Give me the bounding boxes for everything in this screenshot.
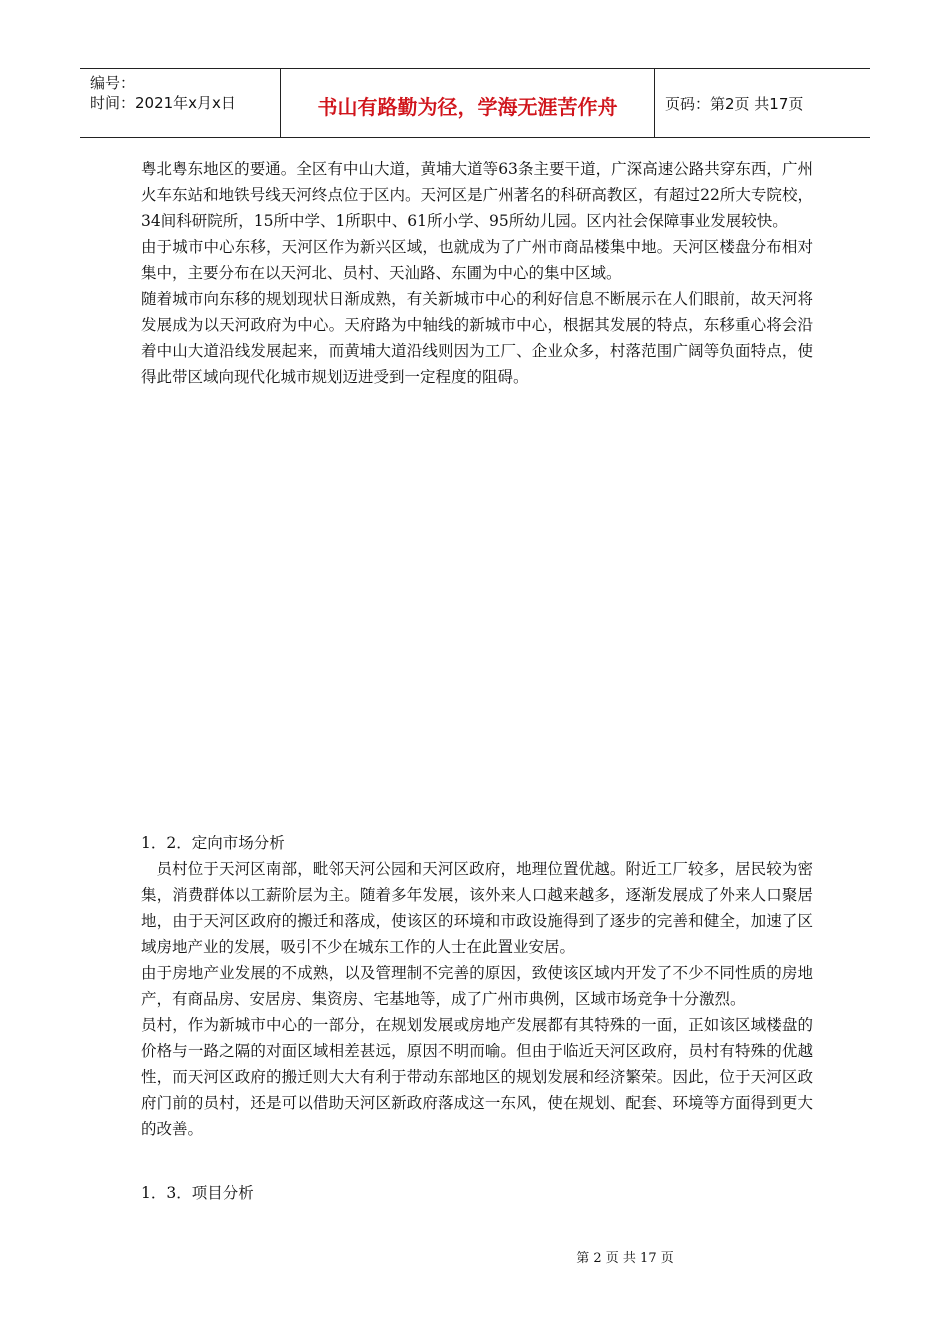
code-label: 编号： xyxy=(90,74,136,92)
time-label: 时间：2021年x月x日 xyxy=(90,94,236,112)
paragraph: 随着城市向东移的规划现状日渐成熟，有关新城市中心的利好信息不断展示在人们眼前，故天河将发展成为以天河政府为中心。天府路为中轴线的新城市中心，根据其发展的特点，东移重心将会沿着中山大道沿线发展起来，而黄埔大道沿线则因为工厂、企业众多，村落范围广阔等负面特点，使得此带区域向现代化城市规划迈进受到一定程度的阻碍。 xyxy=(141,290,813,386)
page-footer: 第 2 页 共 17 页 xyxy=(576,1251,674,1266)
section-heading: 1．2．定向市场分析 xyxy=(141,834,285,852)
paragraph: 由于城市中心东移，天河区作为新兴区域，也就成为了广州市商品楼集中地。天河区楼盘分布相对集中，主要分布在以天河北、员村、天汕路、东圃为中心的集中区域。 xyxy=(141,238,813,282)
section-heading: 1．3．项目分析 xyxy=(141,1184,254,1202)
section-3 xyxy=(141,1180,813,1206)
section-2 xyxy=(141,830,813,1142)
paragraph: 由于房地产业发展的不成熟，以及管理制不完善的原因，致使该区域内开发了不少不同性质的房地产，有商品房、安居房、集资房、宅基地等，成了广州市典例，区域市场竞争十分激烈。 xyxy=(141,964,813,1008)
page-header xyxy=(80,68,870,138)
section-1 xyxy=(141,156,813,390)
paragraph: 员村，作为新城市中心的一部分，在规划发展或房地产发展都有其特殊的一面，正如该区域楼盘的价格与一路之隔的对面区域相差甚远，原因不明而喻。但由于临近天河区政府，员村有特殊的优越性，而天河区政府的搬迁则大大有利于带动东部地区的规划发展和经济繁荣。因此，位于天河区政府门前的员村，还是可以借助天河区新政府落成这一东风，使在规划、配套、环境等方面得到更大的改善。 xyxy=(141,1016,813,1138)
paragraph: 粤北粤东地区的要通。全区有中山大道，黄埔大道等63条主要干道，广深高速公路共穿东西，广州火车东站和地铁号线天河终点位于区内。天河区是广州著名的科研高教区，有超过22所大专院校，34间科研院所，15所中学、1所职中、61所小学、95所幼儿园。区内社会保障事业发展较快。 xyxy=(141,160,813,230)
header-page-info: 页码：第2页 共17页 xyxy=(665,94,804,113)
paragraph: 员村位于天河区南部，毗邻天河公园和天河区政府，地理位置优越。附近工厂较多，居民较为密集，消费群体以工薪阶层为主。随着多年发展，该外来人口越来越多，逐渐发展成了外来人口聚居地，由于天河区政府的搬迁和落成，使该区的环境和市政设施得到了逐步的完善和健全，加速了区域房地产业的发展，吸引不少在城东工作的人士在此置业安居。 xyxy=(141,860,813,956)
header-meta xyxy=(80,69,280,137)
header-motto: 书山有路勤为径，学海无涯苦作舟 xyxy=(280,69,655,137)
